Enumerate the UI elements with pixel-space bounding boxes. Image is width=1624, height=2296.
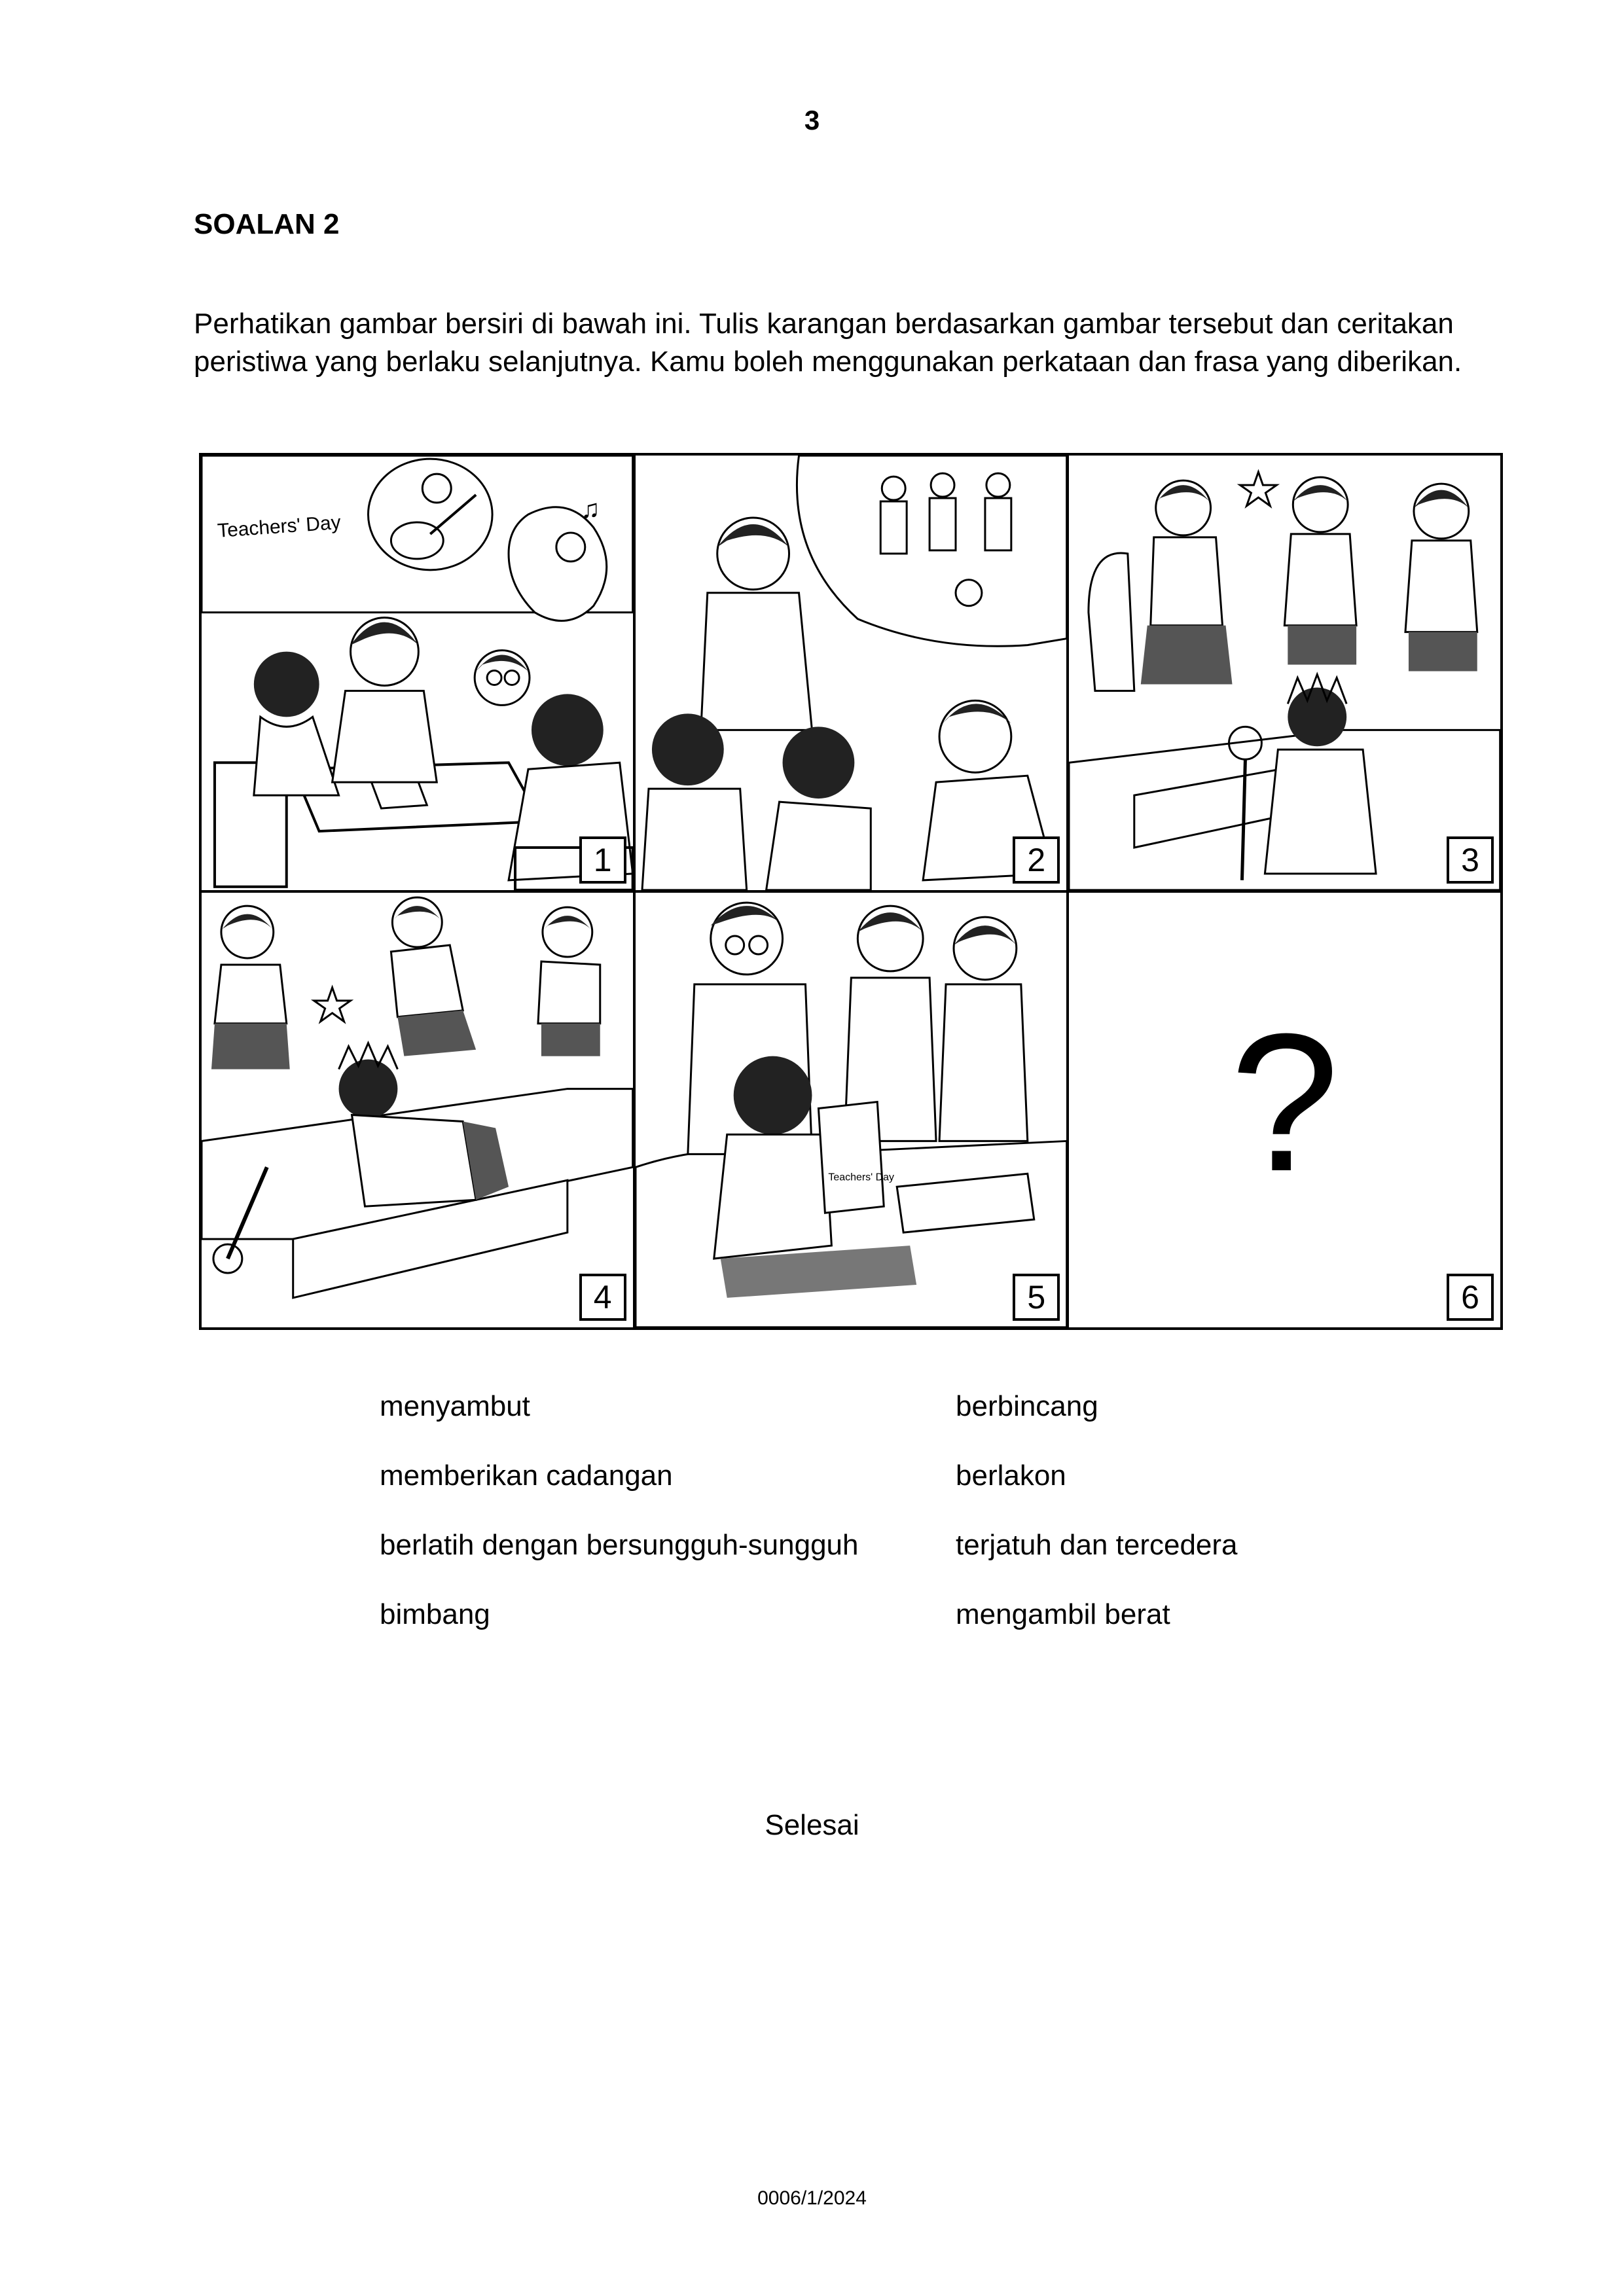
picture-series-grid — [199, 453, 1503, 1330]
end-text: Selesai — [765, 1809, 859, 1841]
panel-6-question — [1069, 893, 1500, 1327]
panel-2-drawing — [636, 456, 1067, 890]
panel-4-drawing — [202, 893, 633, 1327]
panel-number-3: 3 — [1447, 836, 1494, 884]
question-mark: ? — [1230, 992, 1340, 1212]
svg-text:♫: ♫ — [580, 494, 600, 524]
panel-number-4: 4 — [579, 1274, 626, 1321]
panel-number-5: 5 — [1013, 1274, 1060, 1321]
section-title: SOALAN 2 — [194, 208, 340, 240]
page-number: 3 — [804, 105, 820, 135]
word-item: berbincang — [956, 1390, 1098, 1422]
word-item: terjatuh dan tercedera — [956, 1529, 1238, 1561]
panel-1-sign: Teachers' Day — [217, 511, 342, 542]
word-item: menyambut — [380, 1390, 530, 1422]
panel-2-suggestion-illustration — [636, 456, 1067, 890]
word-item: memberikan cadangan — [380, 1460, 673, 1492]
panel-3-drawing — [1069, 456, 1500, 890]
word-item: berlakon — [956, 1460, 1066, 1492]
word-item: mengambil berat — [956, 1598, 1170, 1630]
footer-code: 0006/1/2024 — [757, 2187, 867, 2209]
panel-number-1: 1 — [579, 836, 626, 884]
panel-5-injury-illustration — [636, 893, 1067, 1327]
panel-5-drawing — [636, 893, 1067, 1327]
panel-1-discussion-illustration — [202, 456, 633, 890]
panel-4-fall-illustration — [202, 893, 633, 1327]
panel-1-drawing — [202, 456, 633, 890]
instructions: Perhatikan gambar bersiri di bawah ini. Tulis karangan berdasarkan gambar tersebut dan ceritakan peristiwa yang berlaku selanjutnya. Kamu boleh menggunakan perkataan dan frasa yang diberikan. — [194, 308, 1462, 378]
word-item: berlatih dengan bersungguh-sungguh — [380, 1529, 859, 1561]
panel-number-2: 2 — [1013, 836, 1060, 884]
panel-5-calendar-label: Teachers' Day — [828, 1172, 894, 1183]
panel-3-rehearsal-illustration — [1069, 456, 1500, 890]
panel-number-6: 6 — [1447, 1274, 1494, 1321]
word-item: bimbang — [380, 1598, 490, 1630]
